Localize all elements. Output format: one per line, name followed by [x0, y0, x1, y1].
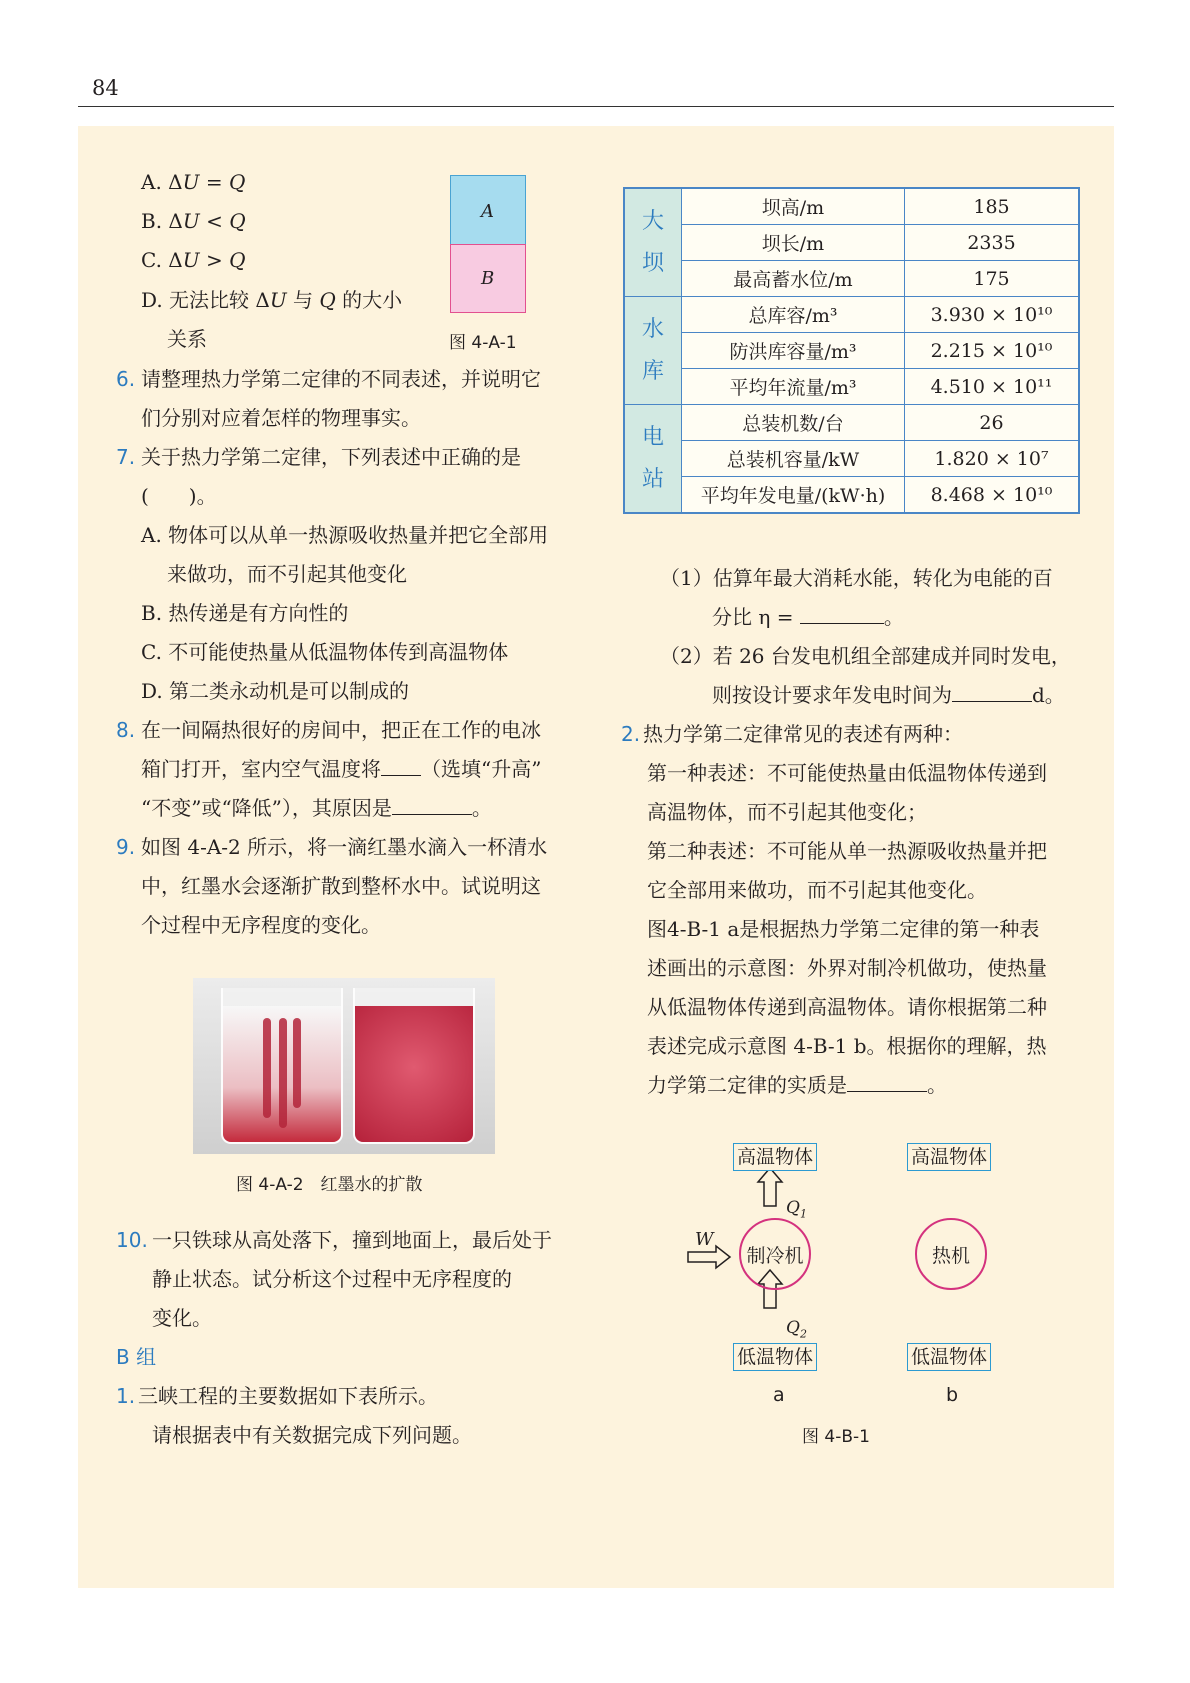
cell-label: 坝长/m	[682, 225, 905, 261]
q7-line-2: ( )。	[141, 484, 217, 508]
cell-value: 175	[905, 261, 1080, 297]
group-b-heading: B 组	[116, 1345, 157, 1369]
three-gorges-table	[623, 187, 1080, 514]
q5-option-a: A. ΔU = Q	[141, 170, 246, 194]
header-rule	[78, 106, 1114, 107]
b2-line-3: 第二种表述：不可能从单一热源吸收热量并把	[647, 839, 1047, 863]
cell-value: 185	[905, 188, 1080, 225]
table-row	[624, 188, 1079, 225]
group-station: 电 站	[624, 405, 682, 514]
b2-line-6: 述画出的示意图：外界对制冷机做功，使热量	[647, 956, 1047, 980]
b2-line-1: 第一种表述：不可能使热量由低温物体传递到	[647, 761, 1047, 785]
table-row	[624, 261, 1079, 297]
b2-blank[interactable]	[847, 1073, 927, 1092]
q10-line-2: 静止状态。试分析这个过程中无序程度的	[152, 1267, 512, 1291]
sub2-blank[interactable]	[952, 683, 1032, 702]
cell-value: 26	[905, 405, 1080, 441]
table-row	[624, 225, 1079, 261]
cell-value: 2335	[905, 225, 1080, 261]
box-a-label: A	[481, 201, 494, 222]
cold-body-a: 低温物体	[733, 1343, 817, 1371]
fig-b1-label-b: b	[946, 1384, 959, 1406]
b2-head: 热力学第二定律常见的表述有两种：	[643, 722, 963, 746]
b1-number: 1.	[116, 1384, 136, 1408]
q7-option-c: C. 不可能使热量从低温物体传到高温物体	[141, 640, 509, 664]
sub1-line-1: （1）估算年最大消耗水能，转化为电能的百	[660, 566, 1053, 590]
group-dam: 大 坝	[624, 188, 682, 297]
q6-line-2: 们分别对应着怎样的物理事实。	[141, 406, 421, 430]
glass-left	[221, 988, 343, 1144]
table-row	[624, 369, 1079, 405]
q7-option-a-cont: 来做功，而不引起其他变化	[167, 562, 407, 586]
table-row	[624, 441, 1079, 477]
sub2-line-2: 则按设计要求年发电时间为 d。	[712, 683, 1065, 707]
fig-b1-label-a: a	[773, 1384, 785, 1406]
glass-right	[353, 988, 475, 1144]
b2-line-8: 表述完成示意图 4-B-1 b。根据你的理解，热	[647, 1034, 1047, 1058]
q8-line-1: 在一间隔热很好的房间中，把正在工作的电冰	[141, 718, 541, 742]
b1-line-1: 三峡工程的主要数据如下表所示。	[138, 1384, 438, 1408]
q7-option-d: D. 第二类永动机是可以制成的	[141, 679, 410, 703]
cell-value: 3.930 × 10¹⁰	[905, 297, 1080, 333]
b2-line-2: 高温物体，而不引起其他变化；	[647, 800, 927, 824]
b2-number: 2.	[621, 722, 641, 746]
red-ink-diffusion-photo	[193, 978, 495, 1154]
q7-number: 7.	[116, 445, 136, 469]
fig-a2-caption: 图 4-A-2 红墨水的扩散	[236, 1175, 423, 1195]
cell-label: 最高蓄水位/m	[682, 261, 905, 297]
q9-line-3: 个过程中无序程度的变化。	[141, 913, 381, 937]
heat-engine-circle: 热机	[915, 1218, 987, 1290]
cell-value: 2.215 × 10¹⁰	[905, 333, 1080, 369]
cell-label: 防洪库容量/m³	[682, 333, 905, 369]
sub2-line-1: （2）若 26 台发电机组全部建成并同时发电，	[660, 644, 1071, 668]
table-row	[624, 405, 1079, 441]
q8-blank-2[interactable]	[392, 796, 472, 815]
cell-value: 4.510 × 10¹¹	[905, 369, 1080, 405]
q7-line-1: 关于热力学第二定律，下列表述中正确的是	[141, 445, 521, 469]
q10-line-3: 变化。	[152, 1306, 212, 1330]
q8-blank-1[interactable]	[381, 757, 421, 776]
table-row	[624, 333, 1079, 369]
sub1-line-2: 分比 η = 。	[712, 605, 904, 629]
cell-label: 坝高/m	[682, 188, 905, 225]
cell-label: 平均年流量/m³	[682, 369, 905, 405]
cell-value: 8.468 × 10¹⁰	[905, 477, 1080, 514]
refrigerator-circle: 制冷机	[739, 1218, 811, 1290]
q1-label: $Q_1$	[786, 1198, 807, 1221]
q8-line-2: 箱门打开，室内空气温度将 （选填“升高”	[141, 757, 542, 781]
q8-number: 8.	[116, 718, 136, 742]
table-row	[624, 297, 1079, 333]
b2-line-9: 力学第二定律的实质是 。	[647, 1073, 947, 1097]
q6-number: 6.	[116, 367, 136, 391]
hot-body-b: 高温物体	[907, 1143, 991, 1171]
cell-label: 总装机容量/kW	[682, 441, 905, 477]
q5-option-c: C. ΔU > Q	[141, 248, 246, 272]
q9-line-1: 如图 4-A-2 所示，将一滴红墨水滴入一杯清水	[141, 835, 548, 859]
b2-line-4: 它全部用来做功，而不引起其他变化。	[647, 878, 987, 902]
fig-b1-caption: 图 4-B-1	[802, 1427, 870, 1447]
q7-option-a: A. 物体可以从单一热源吸收热量并把它全部用	[141, 523, 549, 547]
table-row	[624, 477, 1079, 514]
cell-label: 总库容/m³	[682, 297, 905, 333]
cell-value: 1.820 × 10⁷	[905, 441, 1080, 477]
q6-line-1: 请整理热力学第二定律的不同表述，并说明它	[141, 367, 541, 391]
q5-option-d: D. 无法比较 ΔU 与 Q 的大小	[141, 288, 403, 312]
q5-option-d-cont: 关系	[167, 327, 207, 351]
cell-label: 平均年发电量/(kW·h)	[682, 477, 905, 514]
q9-number: 9.	[116, 835, 136, 859]
work-label: W	[695, 1229, 714, 1250]
q8-line-3: “不变”或“降低”），其原因是 。	[141, 796, 492, 820]
b2-line-5: 图4-B-1 a是根据热力学第二定律的第一种表	[647, 917, 1040, 941]
hot-body-a: 高温物体	[733, 1143, 817, 1171]
q7-option-b: B. 热传递是有方向性的	[141, 601, 349, 625]
page-number: 84	[92, 76, 119, 100]
cold-body-b: 低温物体	[907, 1343, 991, 1371]
fig-a1-caption: 图 4-A-1	[449, 333, 517, 353]
sub1-blank[interactable]	[800, 605, 884, 624]
group-reservoir: 水 库	[624, 297, 682, 405]
b2-line-7: 从低温物体传递到高温物体。请你根据第二种	[647, 995, 1047, 1019]
q5-option-b: B. ΔU < Q	[141, 209, 246, 233]
cell-label: 总装机数/台	[682, 405, 905, 441]
q10-number: 10.	[116, 1228, 148, 1252]
q9-line-2: 中，红墨水会逐渐扩散到整杯水中。试说明这	[141, 874, 541, 898]
q10-line-1: 一只铁球从高处落下，撞到地面上，最后处于	[152, 1228, 552, 1252]
b1-line-2: 请根据表中有关数据完成下列问题。	[152, 1423, 472, 1447]
box-b-label: B	[481, 268, 495, 289]
q2-label: $Q_2$	[786, 1318, 807, 1341]
